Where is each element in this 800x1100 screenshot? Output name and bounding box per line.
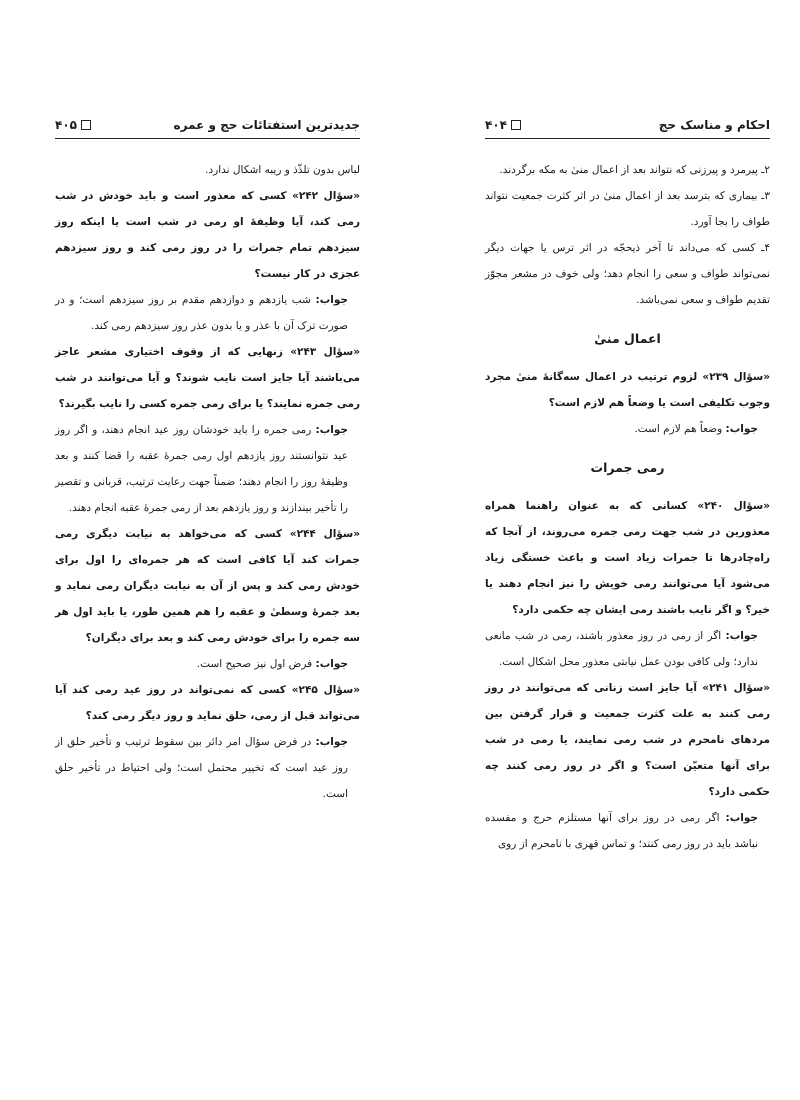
page-marker-square-icon [511,120,521,130]
answer-label: جواب: [315,658,348,670]
question-241: «سؤال ۲۴۱» آیا جایز است زنانی که می‌توانند در روز رمی کنند به علت کثرت جمعیت و قرار گرفتن بین مردهای نامحرم در شب رمی نمایند، یا رمی در شب برای آنها متعیّن است؟ و اگر در روز رمی کنند چه حکمی دارد؟ [485,682,770,798]
answer-245 [55,729,360,807]
answer-label: جواب: [315,736,348,748]
left-page-header [55,118,360,139]
right-page-header [485,118,770,139]
answer-text: وضعاً هم لازم است. [634,423,726,435]
left-page-number: ۴۰۵ [55,118,77,132]
left-page [55,118,360,807]
answer-text: اگر رمی در روز برای آنها مستلزم حرج و مفسده نباشد باید در روز رمی کنند؛ و تماس قهری با نامحرم از روی [485,812,758,850]
section-heading-aamal-mina: اعمال منیٰ [594,331,661,346]
answer-label: جواب: [315,294,348,306]
list-item: ۲ـ پیرمرد و پیرزنی که نتواند بعد از اعمال منیٰ به مکه برگردند. [499,164,770,176]
list-item: ۳ـ بیماری که بترسد بعد از اعمال منیٰ در اثر کثرت جمعیت نتواند طواف را بجا آورد. [485,190,770,228]
answer-241 [485,805,770,857]
right-page [485,118,770,857]
answer-text: شب یازدهم و دوازدهم مقدم بر روز سیزدهم است؛ و در صورت ترک آن با عذر و یا بدون عذر روز سیزدهم رمی کند. [55,294,348,332]
question-240: «سؤال ۲۴۰» کسانی که به عنوان راهنما همراه معذورین در شب جهت رمی جمره می‌روند، از آنجا که راه‌چادرها تا جمرات زیاد است و باعث خستگی زیاد می‌شود آیا می‌توانند رمی خویش را نیز انجام دهند یا خیر؟ و اگر نایب باشند رمی ایشان چه حکمی دارد؟ [485,500,770,616]
answer-240 [485,623,770,675]
question-244: «سؤال ۲۴۴» کسی که می‌خواهد به نیابت دیگری رمی جمرات کند آیا کافی است که هر جمره‌ای را اول برای خودش رمی کند و پس از آن به نیابت دیگران رمی نماید و بعد جمرهٔ وسطیٰ و عقبه را هم همین طور، یا باید اول هر سه جمره را برای خودش رمی کند و بعد برای دیگران؟ [55,528,361,644]
section-heading-ramy-jamarat: رمی جمرات [590,460,665,475]
answer-244 [55,651,360,677]
answer-text: فرض اول نیز صحیح است. [196,658,316,670]
answer-text: رمی جمره را باید خودشان روز عید انجام دهند، و اگر روز عید نتوانستند روز یازدهم اول رمی جمرهٔ عقبه را قضا کنند و بعد وظیفهٔ روز را انجام دهند؛ ضمناً جهت رعایت ترتیب، قربانی و تقصیر را تأخیر بیندازند و روز یازدهم بعد از رمی جمرهٔ عقبه انجام دهند. [55,424,348,514]
page-marker-square-icon [81,120,91,130]
question-242: «سؤال ۲۴۲» کسی که معذور است و باید خودش در شب رمی کند، آیا وظیفهٔ او رمی در شب است یا اینکه روز سیزدهم تمام جمرات را در روز رمی کند و روز سیزدهم عجزی در کار نیست؟ [55,190,361,280]
answer-label: جواب: [725,812,758,824]
continued-text: لباس بدون تلذّذ و ریبه اشکال ندارد. [205,164,360,176]
answer-239 [485,416,770,442]
question-239: «سؤال ۲۳۹» لزوم ترتیب در اعمال سه‌گانهٔ منیٰ مجرد وجوب تکلیفی است یا وضعاً هم لازم است؟ [485,371,771,409]
left-page-number-group [55,118,91,132]
question-243: «سؤال ۲۴۳» زنهایی که از وقوف اختیاری مشعر عاجز می‌باشند آیا جایز است نایب شوند؟ و آیا می‌توانند در شب رمی جمره نمایند؟ یا برای رمی جمره کسی را نایب بگیرند؟ [55,346,360,410]
answer-label: جواب: [725,630,758,642]
list-item: ۴ـ کسی که می‌داند تا آخر ذیحجّه در اثر ترس یا جهات دیگر نمی‌تواند طواف و سعی را انجام دهد؛ ولی خوف در مشعر مجوّز تقدیم طواف و سعی نمی‌باشد. [485,242,770,306]
right-page-number: ۴۰۴ [485,118,507,132]
answer-text: در فرض سؤال امر دائر بین سقوط ترتیب و تأخیر حلق از روز عید است که تخییر محتمل است؛ ولی احتیاط در تأخیر حلق است. [55,736,348,800]
answer-label: جواب: [315,424,348,436]
question-245: «سؤال ۲۴۵» کسی که نمی‌تواند در روز عید رمی کند آیا می‌تواند قبل از رمی، حلق نماید و روز دیگر رمی کند؟ [55,684,360,722]
right-header-title: احکام و مناسک حج [658,118,770,132]
answer-text: اگر از رمی در روز معذور باشند، رمی در شب مانعی ندارد؛ ولی کافی بودن عمل نیابتی معذور محل اشکال است. [485,630,758,668]
answer-243 [55,417,360,521]
answer-242 [55,287,360,339]
right-page-number-group [485,118,521,132]
answer-label: جواب: [725,423,758,435]
left-header-title: جدیدترین استفتائات حج و عمره [173,118,360,132]
